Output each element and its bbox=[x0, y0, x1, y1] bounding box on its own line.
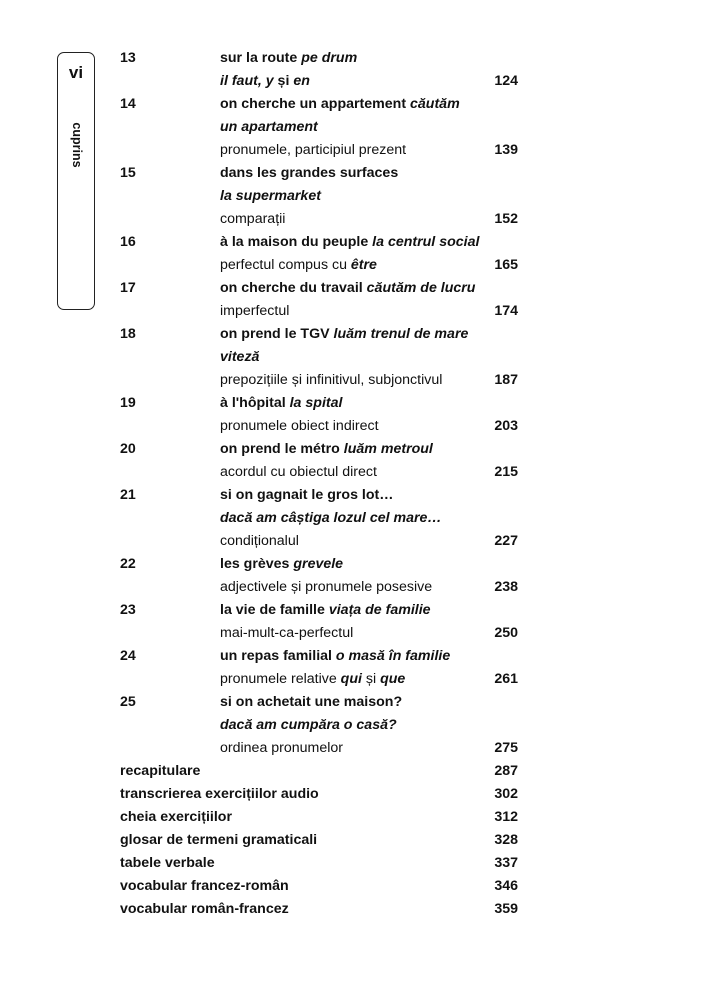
toc-entry-15-cont bbox=[0, 185, 703, 208]
grammar-topic: pronumele, participiul prezent bbox=[220, 142, 407, 158]
lesson-number: 23 bbox=[120, 602, 136, 618]
toc-section-glosar[interactable] bbox=[0, 829, 703, 852]
toc-entry-20-sub bbox=[0, 461, 703, 484]
page-number: 250 bbox=[494, 625, 518, 641]
lesson-number: 25 bbox=[120, 694, 136, 710]
lesson-number: 16 bbox=[120, 234, 136, 250]
page-number: 337 bbox=[494, 855, 518, 871]
toc-entry-19[interactable] bbox=[0, 392, 703, 415]
toc-section-tabele[interactable] bbox=[0, 852, 703, 875]
section-label: tabele verbale bbox=[120, 855, 215, 871]
toc-entry-25[interactable] bbox=[0, 691, 703, 714]
page-number: 165 bbox=[494, 257, 518, 273]
lesson-title-continued: viteză bbox=[220, 349, 260, 365]
section-label: transcrierea exercițiilor audio bbox=[120, 786, 319, 802]
lesson-number: 17 bbox=[120, 280, 136, 296]
lesson-title: on cherche un appartement căutăm bbox=[220, 96, 460, 112]
toc-entry-14[interactable] bbox=[0, 93, 703, 116]
tab-page-number: vi bbox=[68, 63, 84, 82]
page-number: 346 bbox=[494, 878, 518, 894]
toc-entry-25-cont bbox=[0, 714, 703, 737]
toc-section-vocab-fr-ro[interactable] bbox=[0, 875, 703, 898]
page-number: 203 bbox=[494, 418, 518, 434]
grammar-topic: pronumele obiect indirect bbox=[220, 418, 379, 434]
lesson-title: dans les grandes surfaces bbox=[220, 165, 399, 181]
toc-entry-25-sub bbox=[0, 737, 703, 760]
toc-section-cheia[interactable] bbox=[0, 806, 703, 829]
page-number: 312 bbox=[494, 809, 518, 825]
toc-entry-15-sub bbox=[0, 208, 703, 231]
page-number: 215 bbox=[494, 464, 518, 480]
lesson-title: à la maison du peuple la centrul social bbox=[220, 234, 480, 250]
lesson-title: la vie de famille viața de familie bbox=[220, 602, 431, 618]
toc-section-recapitulare[interactable] bbox=[0, 760, 703, 783]
lesson-title-continued: dacă am cumpăra o casă? bbox=[220, 717, 397, 733]
toc-entry-18[interactable] bbox=[0, 323, 703, 346]
toc-entry-24[interactable] bbox=[0, 645, 703, 668]
lesson-title: un repas familial o masă în familie bbox=[220, 648, 451, 664]
toc-entry-14-cont bbox=[0, 116, 703, 139]
toc-entry-16-sub bbox=[0, 254, 703, 277]
page-number: 287 bbox=[494, 763, 518, 779]
lesson-number: 14 bbox=[120, 96, 136, 112]
toc-entry-24-sub bbox=[0, 668, 703, 691]
section-label: vocabular francez-român bbox=[120, 878, 289, 894]
page-number: 187 bbox=[494, 372, 518, 388]
page-number: 359 bbox=[494, 901, 518, 917]
lesson-number: 13 bbox=[120, 50, 136, 66]
grammar-topic: comparații bbox=[220, 211, 286, 227]
toc-entry-23-sub bbox=[0, 622, 703, 645]
grammar-topic: ordinea pronumelor bbox=[220, 740, 344, 756]
grammar-topic: condiționalul bbox=[220, 533, 299, 549]
grammar-topic: prepozițiile și infinitivul, subjonctivul bbox=[220, 372, 443, 388]
page-number: 152 bbox=[494, 211, 518, 227]
grammar-topic: acordul cu obiectul direct bbox=[220, 464, 377, 480]
lesson-number: 18 bbox=[120, 326, 136, 342]
toc-entry-14-sub bbox=[0, 139, 703, 162]
lesson-title: on prend le TGV luăm trenul de mare bbox=[220, 326, 469, 342]
page-number: 275 bbox=[494, 740, 518, 756]
page-number: 227 bbox=[494, 533, 518, 549]
lesson-title: si on achetait une maison? bbox=[220, 694, 403, 710]
toc-entry-21-sub bbox=[0, 530, 703, 553]
toc-entry-21-cont bbox=[0, 507, 703, 530]
lesson-title: les grèves grevele bbox=[220, 556, 344, 572]
lesson-title-continued: un apartament bbox=[220, 119, 318, 135]
lesson-number: 24 bbox=[120, 648, 136, 664]
grammar-topic: il faut, y și en bbox=[220, 73, 310, 89]
toc-entry-22-sub bbox=[0, 576, 703, 599]
lesson-number: 22 bbox=[120, 556, 136, 572]
toc-entry-13-sub bbox=[0, 70, 703, 93]
lesson-title-continued: la supermarket bbox=[220, 188, 321, 204]
page-number: 139 bbox=[494, 142, 518, 158]
toc-section-transcriere[interactable] bbox=[0, 783, 703, 806]
grammar-topic: imperfectul bbox=[220, 303, 290, 319]
toc-entry-23[interactable] bbox=[0, 599, 703, 622]
toc-entry-16[interactable] bbox=[0, 231, 703, 254]
toc-entry-15[interactable] bbox=[0, 162, 703, 185]
toc-entry-19-sub bbox=[0, 415, 703, 438]
page-number: 124 bbox=[494, 73, 518, 89]
grammar-topic: pronumele relative qui și que bbox=[220, 671, 406, 687]
toc-entry-18-cont bbox=[0, 346, 703, 369]
lesson-number: 19 bbox=[120, 395, 136, 411]
lesson-title: à l'hôpital la spital bbox=[220, 395, 343, 411]
section-label: recapitulare bbox=[120, 763, 201, 779]
lesson-number: 21 bbox=[120, 487, 136, 503]
section-label: cheia exercițiilor bbox=[120, 809, 232, 825]
lesson-number: 20 bbox=[120, 441, 136, 457]
tab-label: cuprins bbox=[70, 122, 84, 168]
toc-entry-18-sub bbox=[0, 369, 703, 392]
grammar-topic: mai-mult-ca-perfectul bbox=[220, 625, 354, 641]
toc-entry-21[interactable] bbox=[0, 484, 703, 507]
lesson-title: sur la route pe drum bbox=[220, 50, 358, 66]
toc-entry-22[interactable] bbox=[0, 553, 703, 576]
lesson-number: 15 bbox=[120, 165, 136, 181]
section-label: glosar de termeni gramaticali bbox=[120, 832, 318, 848]
page-number: 261 bbox=[494, 671, 518, 687]
section-label: vocabular român-francez bbox=[120, 901, 289, 917]
page-number: 302 bbox=[494, 786, 518, 802]
grammar-topic: adjectivele și pronumele posesive bbox=[220, 579, 433, 595]
toc-section-vocab-ro-fr[interactable] bbox=[0, 898, 703, 921]
toc-entry-13[interactable] bbox=[0, 47, 703, 70]
lesson-title-continued: dacă am câștiga lozul cel mare… bbox=[220, 510, 442, 526]
toc-entry-20[interactable] bbox=[0, 438, 703, 461]
toc-entry-17[interactable] bbox=[0, 277, 703, 300]
page-number: 328 bbox=[494, 832, 518, 848]
page-number: 238 bbox=[494, 579, 518, 595]
toc-entry-17-sub bbox=[0, 300, 703, 323]
lesson-title: on prend le métro luăm metroul bbox=[220, 441, 433, 457]
lesson-title: on cherche du travail căutăm de lucru bbox=[220, 280, 476, 296]
lesson-title: si on gagnait le gros lot… bbox=[220, 487, 394, 503]
grammar-topic: perfectul compus cu être bbox=[220, 257, 377, 273]
page-number: 174 bbox=[494, 303, 518, 319]
